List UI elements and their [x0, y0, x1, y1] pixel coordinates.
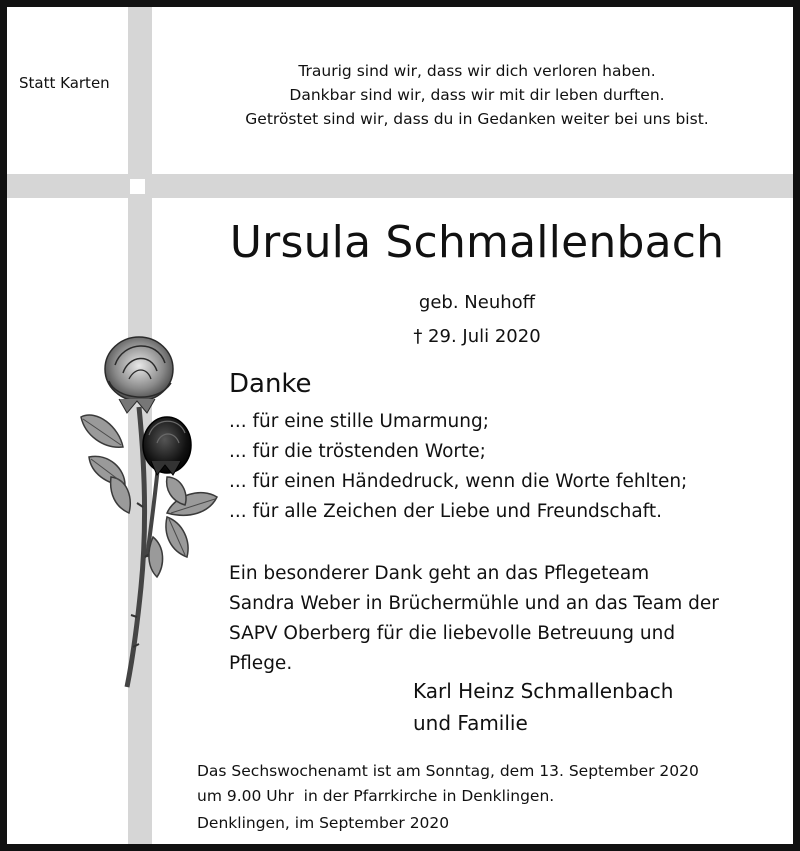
- memorial-quote: [157, 59, 797, 131]
- thanks-list: [229, 407, 687, 527]
- rose-icon: [67, 327, 237, 697]
- place-date: Denklingen, im September 2020: [197, 814, 450, 832]
- signature-name: Karl Heinz Schmallenbach: [413, 679, 674, 703]
- quote-line: Getröstet sind wir, dass du in Gedanken weiter bei uns bist.: [245, 110, 709, 128]
- statt-karten-label: Statt Karten: [19, 74, 110, 92]
- danke-heading: Danke: [229, 369, 312, 399]
- special-thanks-line: Sandra Weber in Brüchermühle und an das Team der: [229, 593, 719, 614]
- cross-horizontal-bar: [7, 174, 800, 198]
- special-thanks-line: SAPV Oberberg für die liebevolle Betreuung und: [229, 623, 676, 644]
- quote-line: Dankbar sind wir, dass wir mit dir leben durften.: [289, 86, 665, 104]
- service-announcement: [197, 759, 699, 809]
- special-thanks: [229, 559, 719, 679]
- special-thanks-line: Ein besonderer Dank geht an das Pflegeteam: [229, 563, 650, 584]
- cross-center-square: [130, 179, 145, 194]
- signature: [413, 675, 673, 739]
- special-thanks-line: Pflege.: [229, 653, 293, 674]
- death-date: † 29. Juli 2020: [413, 326, 541, 347]
- thanks-line: ... für alle Zeichen der Liebe und Freundschaft.: [229, 501, 662, 522]
- thanks-line: ... für einen Händedruck, wenn die Worte fehlten;: [229, 471, 688, 492]
- service-line: Das Sechswochenamt ist am Sonntag, dem 13. September 2020: [197, 762, 699, 780]
- signature-family: und Familie: [413, 711, 528, 735]
- quote-line: Traurig sind wir, dass wir dich verloren haben.: [298, 62, 656, 80]
- thanks-line: ... für eine stille Umarmung;: [229, 411, 489, 432]
- thanks-line: ... für die tröstenden Worte;: [229, 441, 486, 462]
- deceased-name: Ursula Schmallenbach: [229, 217, 725, 268]
- birth-name: geb. Neuhoff: [418, 292, 536, 313]
- service-line: um 9.00 Uhr in der Pfarrkirche in Denklingen.: [197, 787, 555, 805]
